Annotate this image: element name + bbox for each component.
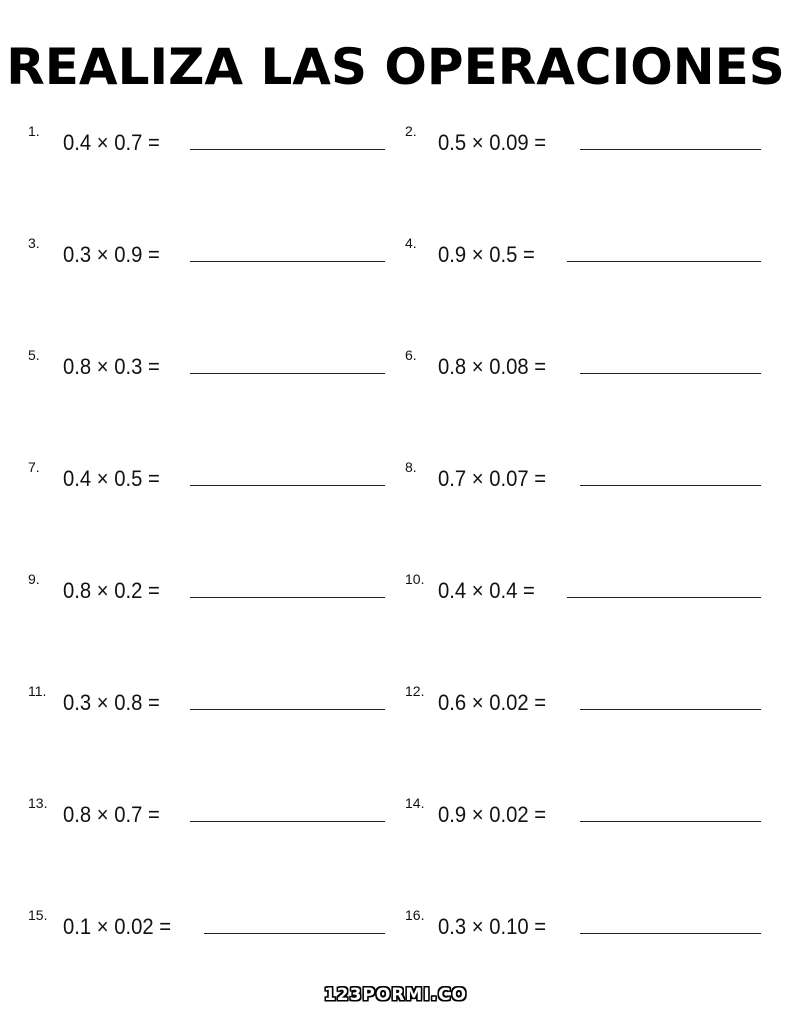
problem-expression: 0.4 × 0.5 =	[63, 466, 160, 491]
problem-item	[0, 346, 160, 386]
page-title	[0, 32, 791, 102]
answer-line[interactable]	[580, 485, 761, 486]
problem-item	[0, 458, 160, 498]
problem-number: 8.	[405, 459, 417, 475]
problem-number: 11.	[28, 683, 47, 699]
site-watermark: 123PORMI.CO	[323, 985, 468, 1005]
problem-number: 3.	[28, 235, 40, 251]
problem-number: 14.	[405, 795, 425, 811]
problem-number: 4.	[405, 235, 417, 251]
answer-line[interactable]	[190, 597, 385, 598]
answer-line[interactable]	[567, 597, 761, 598]
page-title-text: REALIZA LAS OPERACIONES	[6, 38, 785, 96]
problem-number: 9.	[28, 571, 40, 587]
answer-line[interactable]	[580, 709, 761, 710]
problem-expression: 0.8 × 0.3 =	[63, 354, 160, 379]
problem-item	[377, 122, 547, 162]
problem-expression: 0.3 × 0.9 =	[63, 242, 160, 267]
answer-line[interactable]	[190, 709, 385, 710]
problem-expression: 0.4 × 0.7 =	[63, 130, 160, 155]
answer-line[interactable]	[567, 261, 761, 262]
answer-line[interactable]	[580, 149, 761, 150]
problem-number: 12.	[405, 683, 425, 699]
answer-line[interactable]	[190, 485, 385, 486]
problem-number: 7.	[28, 459, 40, 475]
problem-expression: 0.7 × 0.07 =	[438, 466, 547, 491]
answer-line[interactable]	[580, 821, 761, 822]
problem-item	[377, 458, 547, 498]
problem-expression: 0.8 × 0.08 =	[438, 354, 547, 379]
problem-number: 13.	[28, 795, 48, 811]
problem-number: 16.	[405, 907, 425, 923]
problem-number: 1.	[28, 123, 40, 139]
problem-expression: 0.9 × 0.02 =	[438, 802, 547, 827]
problem-item	[377, 570, 535, 610]
problem-expression: 0.1 × 0.02 =	[63, 914, 172, 939]
problem-expression: 0.9 × 0.5 =	[438, 242, 535, 267]
problem-item	[0, 682, 160, 722]
answer-line[interactable]	[190, 821, 385, 822]
problem-expression: 0.5 × 0.09 =	[438, 130, 547, 155]
answer-line[interactable]	[204, 933, 385, 934]
problem-expression: 0.3 × 0.10 =	[438, 914, 547, 939]
answer-line[interactable]	[580, 373, 761, 374]
problem-item	[377, 682, 547, 722]
problem-expression: 0.3 × 0.8 =	[63, 690, 160, 715]
problem-item	[377, 346, 547, 386]
problem-item	[0, 794, 160, 834]
problem-item	[377, 234, 535, 274]
problem-number: 2.	[405, 123, 417, 139]
problem-item	[0, 906, 172, 946]
answer-line[interactable]	[190, 373, 385, 374]
answer-line[interactable]	[190, 261, 385, 262]
problem-item	[377, 906, 547, 946]
problem-item	[0, 570, 160, 610]
problem-item	[0, 234, 160, 274]
problem-number: 15.	[28, 907, 48, 923]
problem-number: 5.	[28, 347, 40, 363]
answer-line[interactable]	[190, 149, 385, 150]
problem-expression: 0.8 × 0.2 =	[63, 578, 160, 603]
problem-number: 6.	[405, 347, 417, 363]
problem-expression: 0.6 × 0.02 =	[438, 690, 547, 715]
problem-item	[0, 122, 160, 162]
answer-line[interactable]	[580, 933, 761, 934]
problem-item	[377, 794, 547, 834]
problem-number: 10.	[405, 571, 425, 587]
problem-expression: 0.4 × 0.4 =	[438, 578, 535, 603]
problem-expression: 0.8 × 0.7 =	[63, 802, 160, 827]
